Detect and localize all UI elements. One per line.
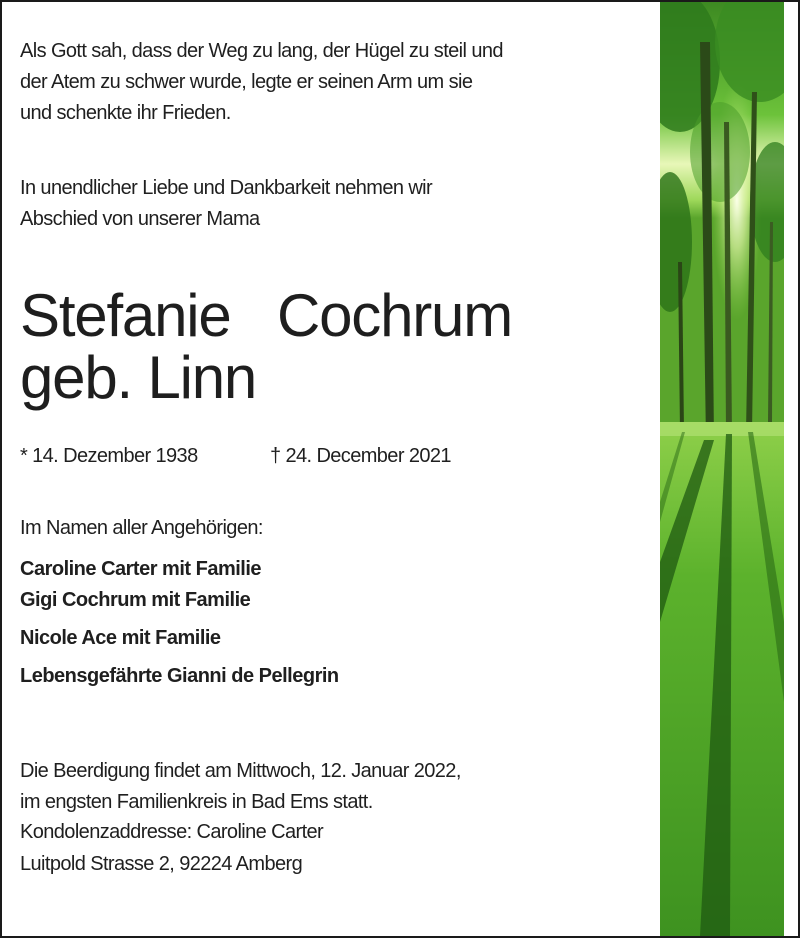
funeral-line-1: Die Beerdigung findet am Mittwoch, 12. Januar 2022, (20, 760, 461, 782)
deceased-maiden-name: geb. Linn (20, 344, 257, 411)
family-member-4: Lebensgefährte Gianni de Pellegrin (20, 665, 339, 687)
farewell-line-2: Abschied von unserer Mama (20, 208, 260, 230)
family-member-2: Gigi Cochrum mit Familie (20, 589, 251, 611)
tree-alley-image (660, 2, 784, 936)
funeral-line-4: Luitpold Strasse 2, 92224 Amberg (20, 853, 303, 875)
right-margin-strip (784, 2, 798, 936)
quote-line-3: und schenkte ihr Frieden. (20, 102, 231, 124)
family-intro: Im Namen aller Angehörigen: (20, 517, 263, 539)
funeral-line-2: im engsten Familienkreis in Bad Ems statt. (20, 791, 373, 813)
farewell-line-1: In unendlicher Liebe und Dankbarkeit nehmen wir (20, 177, 433, 199)
deceased-name: Stefanie Cochrum (20, 282, 512, 349)
family-member-1: Caroline Carter mit Familie (20, 558, 262, 580)
quote-line-1: Als Gott sah, dass der Weg zu lang, der Hügel zu steil und (20, 40, 503, 62)
quote-line-2: der Atem zu schwer wurde, legte er seinen Arm um sie (20, 71, 473, 93)
birth-date: * 14. Dezember 1938 (20, 445, 198, 467)
tree-alley-photo (660, 2, 784, 936)
family-member-3: Nicole Ace mit Familie (20, 627, 221, 649)
life-dates (20, 442, 451, 470)
funeral-line-3: Kondolenzaddresse: Caroline Carter (20, 821, 324, 843)
death-date: † 24. December 2021 (270, 445, 451, 467)
